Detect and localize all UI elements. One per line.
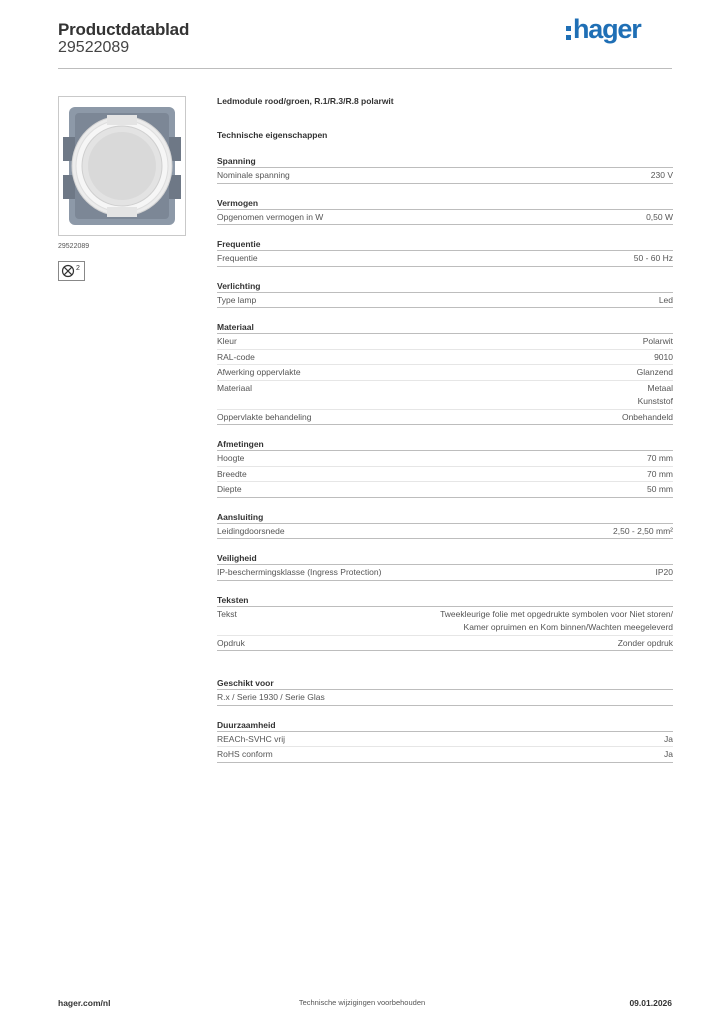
spec-label: Opdruk: [217, 637, 245, 648]
spec-value: Zonder opdruk: [617, 637, 673, 648]
spec-value: Led: [658, 294, 673, 305]
lamp-cross-icon: [59, 262, 84, 280]
spec-row: [217, 747, 673, 763]
spec-row: [217, 334, 673, 350]
spec-value: IP20: [655, 567, 673, 577]
footer-disclaimer: Technische wijzigingen voorbehouden: [298, 998, 426, 1007]
document-number: 29522089: [58, 39, 130, 56]
technical-properties-heading: Technische eigenschappen: [217, 130, 328, 140]
spec-row: [217, 210, 673, 226]
spec-label: IP-beschermingsklasse (Ingress Protection): [217, 567, 382, 577]
spec-value: Onbehandeld: [621, 411, 673, 422]
spec-row: [217, 467, 673, 483]
section-afmetingen: [217, 438, 673, 498]
spec-value: Tweekleurige folie met opgedrukte symbolen voor Niet storen/ Kamer opruimen en Kom binnen/Wachten meegeleverd: [440, 608, 673, 632]
product-image: [58, 96, 186, 236]
section-title: Frequentie: [217, 238, 673, 251]
section-materiaal: [217, 321, 673, 425]
spec-row: [217, 451, 673, 467]
section-title: Afmetingen: [217, 438, 673, 451]
spec-row: [217, 732, 673, 748]
section-title: Teksten: [217, 594, 673, 607]
spec-row: [217, 636, 673, 652]
spec-row: [217, 251, 673, 267]
logo-dots-icon: [566, 26, 572, 44]
spec-label: R.x / Serie 1930 / Serie Glas: [217, 692, 325, 702]
lamp-symbol-box: [58, 261, 85, 281]
section-title: Materiaal: [217, 321, 673, 334]
spec-row: [217, 607, 673, 636]
footer-website: hager.com/nl: [58, 998, 111, 1008]
section-title: Vermogen: [217, 197, 673, 210]
spec-label: Hoogte: [217, 453, 245, 463]
footer-date: 09.01.2026: [629, 998, 672, 1008]
spec-value: Polarwit: [642, 336, 673, 346]
spec-label: REACh-SVHC vrij: [217, 733, 286, 744]
section-title: Aansluiting: [217, 511, 673, 524]
spec-label: RAL-code: [217, 351, 255, 362]
section-spanning: [217, 155, 673, 184]
section-title: Veiligheid: [217, 552, 673, 565]
spec-value: Ja: [664, 749, 673, 759]
spec-value: 0,50 W: [646, 211, 673, 222]
spec-value: 70 mm: [647, 468, 673, 479]
section-verlichting: [217, 280, 673, 309]
section-teksten: [217, 594, 673, 652]
spec-label: Nominale spanning: [217, 170, 290, 180]
symbol-superscript: 2: [76, 265, 80, 272]
spec-row: [217, 365, 673, 381]
spec-label: Breedte: [217, 468, 247, 479]
page-title: Productdatablad: [58, 20, 190, 39]
specifications: [217, 94, 673, 763]
spec-row: [217, 524, 673, 540]
image-caption: 29522089: [58, 243, 90, 250]
header-divider: [58, 68, 672, 69]
spec-row: [217, 690, 673, 706]
section-frequentie: [217, 238, 673, 267]
section-title: Spanning: [217, 155, 673, 168]
spec-label: Diepte: [217, 484, 242, 494]
spec-label: Materiaal: [217, 382, 252, 393]
spec-row: [217, 381, 673, 410]
spec-row: [217, 410, 673, 426]
spec-label: Frequentie: [217, 253, 258, 263]
spec-value: 70 mm: [647, 453, 673, 463]
hager-logo: [566, 14, 666, 50]
spec-row: [217, 350, 673, 366]
spec-value: 50 mm: [647, 484, 673, 494]
section-title: Verlichting: [217, 280, 673, 293]
spec-label: Tekst: [217, 608, 237, 619]
spec-label: Leidingdoorsnede: [217, 525, 285, 536]
spec-row: [217, 168, 673, 184]
section-geschikt-voor: [217, 677, 673, 706]
logo-wordmark: hager: [573, 14, 641, 44]
led-module-illustration: [59, 97, 185, 235]
product-name: Ledmodule rood/groen, R.1/R.3/R.8 polarwit: [217, 96, 394, 106]
spec-value: 50 - 60 Hz: [633, 253, 673, 263]
spec-row: [217, 565, 673, 581]
spec-value: Ja: [664, 733, 673, 744]
spec-row: [217, 293, 673, 309]
section-title: Geschikt voor: [217, 677, 673, 690]
spec-label: Oppervlakte behandeling: [217, 411, 312, 422]
spec-label: RoHS conform: [217, 749, 273, 759]
section-title: Duurzaamheid: [217, 719, 673, 732]
section-veiligheid: [217, 552, 673, 581]
spec-label: Type lamp: [217, 294, 257, 305]
spec-value: 2,50 - 2,50 mm²: [613, 525, 673, 536]
section-duurzaamheid: [217, 719, 673, 763]
spec-label: Afwerking oppervlakte: [217, 367, 301, 377]
spec-value: 230 V: [650, 170, 673, 180]
section-vermogen: [217, 197, 673, 226]
spec-row: [217, 482, 673, 498]
spec-label: Opgenomen vermogen in W: [217, 211, 324, 222]
spec-label: Kleur: [217, 336, 237, 346]
spec-value: Metaal Kunststof: [637, 382, 673, 406]
spec-value: Glanzend: [636, 367, 673, 377]
spec-value: 9010: [654, 351, 673, 362]
section-aansluiting: [217, 511, 673, 540]
